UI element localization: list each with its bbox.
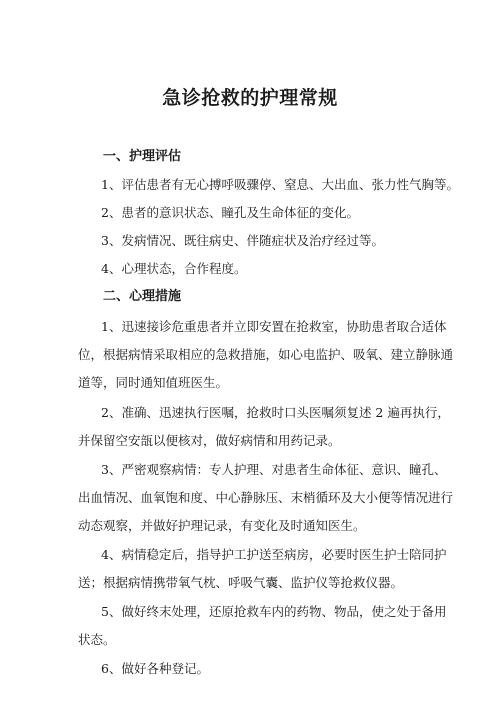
measure-5-line-2: 状态。 bbox=[78, 632, 116, 647]
measure-1-line-2: 位，根据病情采取相应的急救措施，如心电监护、吸氧、建立静脉通 bbox=[78, 347, 454, 362]
measure-6-line-1: 6、做好各种登记。 bbox=[101, 661, 209, 676]
measure-3-line-3: 动态观察，并做好护理记录，有变化及时通知医生。 bbox=[78, 518, 366, 533]
section-heading-measures: 二、心理措施 bbox=[103, 289, 182, 304]
section-heading-assessment: 一、护理评估 bbox=[103, 149, 182, 164]
measure-2-line-2: 并保留空安瓿以便核对，做好病情和用药记录。 bbox=[78, 433, 341, 448]
measure-3-line-2: 出血情况、血氧饱和度、中心静脉压、末梢循环及大小便等情况进行 bbox=[78, 490, 454, 505]
measure-4-line-2: 送；根据病情携带氧气枕、呼吸气囊、监护仪等抢救仪器。 bbox=[78, 575, 404, 590]
measure-5-line-1: 5、做好终末处理，还原抢救车内的药物、物品，使之处于备用 bbox=[101, 604, 447, 619]
measure-3-line-1: 3、严密观察病情：专人护理、对患者生命体征、意识、瞳孔、 bbox=[101, 462, 447, 477]
assessment-item-2: 2、患者的意识状态、瞳孔及生命体征的变化。 bbox=[101, 205, 359, 220]
document-title: 急诊抢救的护理常规 bbox=[162, 87, 338, 109]
measure-4-line-1: 4、病情稳定后，指导护工护送至病房，必要时医生护士陪同护 bbox=[101, 547, 447, 562]
assessment-item-4: 4、心理状态，合作程度。 bbox=[101, 261, 247, 276]
assessment-item-1: 1、评估患者有无心搏呼吸骤停、窒息、大出血、张力性气胸等。 bbox=[101, 177, 459, 192]
measure-1-line-3: 道等，同时通知值班医生。 bbox=[78, 375, 229, 390]
assessment-item-3: 3、发病情况、既往病史、伴随症状及治疗经过等。 bbox=[101, 233, 384, 248]
measure-1-line-1: 1、迅速接诊危重患者并立即安置在抢救室，协助患者取合适体 bbox=[101, 319, 447, 334]
measure-2-line-1: 2、准确、迅速执行医嘱，抢救时口头医嘱须复述 2 遍再执行， bbox=[101, 405, 450, 420]
